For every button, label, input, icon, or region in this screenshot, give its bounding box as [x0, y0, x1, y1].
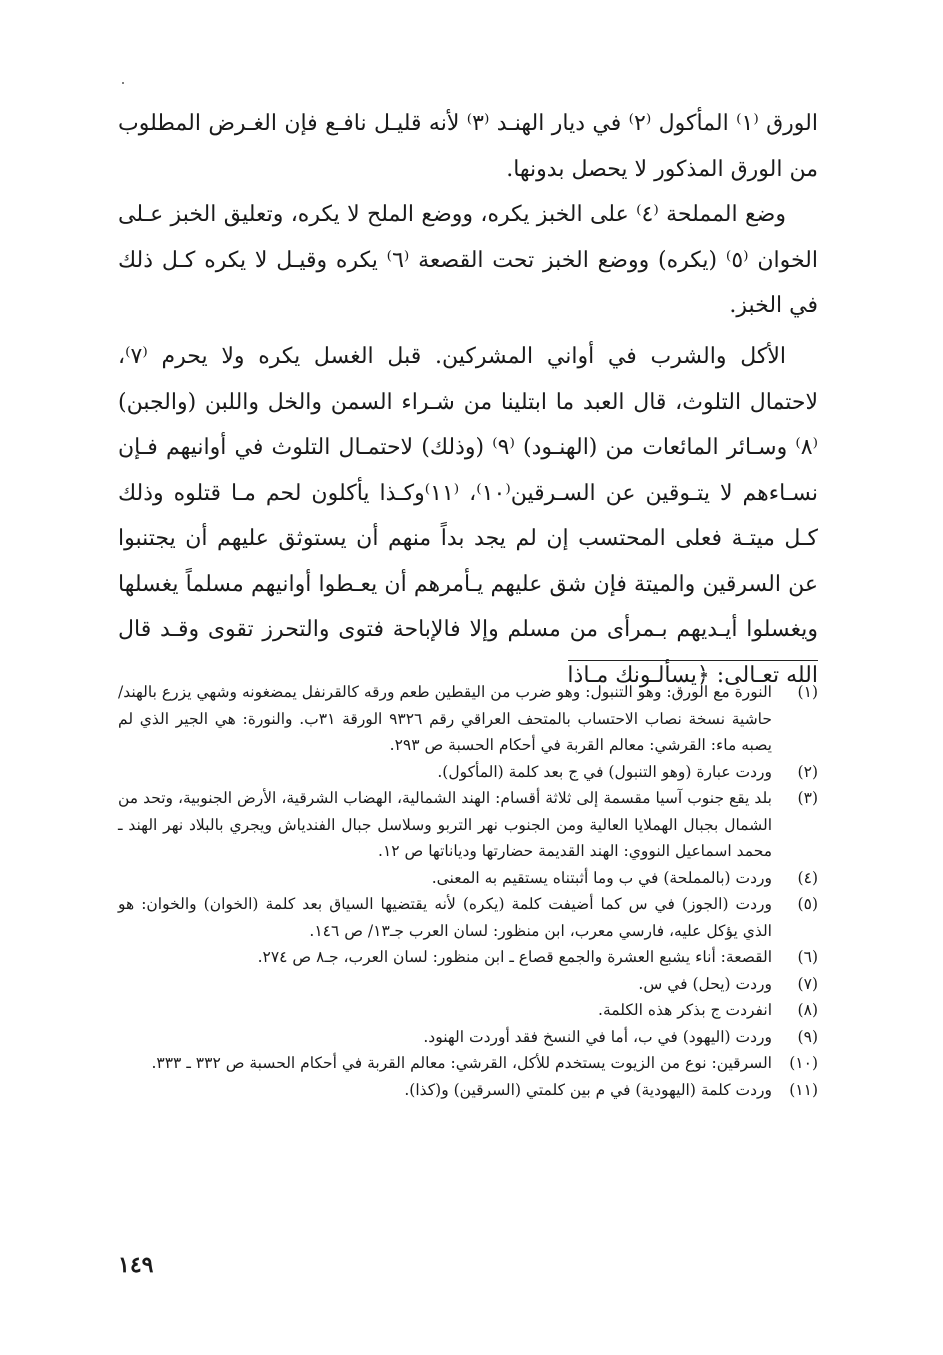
footnote-number: (١٠)	[789, 1054, 818, 1072]
footnote-number: (١١)	[789, 1080, 818, 1099]
footnote-text: السرقين: نوع من الزيوت يستخدم للأكل، القرشي: معالم القربة في أحكام الحسبة ص ٣٣٢ ـ ٣٣٣.	[151, 1054, 772, 1072]
footnote-item	[118, 997, 818, 1024]
footnote-number: (١)	[797, 683, 818, 701]
footnote-item	[118, 944, 818, 971]
footnote-number: (٢)	[797, 762, 818, 781]
footnote-number: (٦)	[797, 948, 818, 966]
footnote-text: وردت (الجوز) في س كما أضيفت كلمة (يكره) لأنه يقتضيها السياق بعد كلمة (الخوان) والخوان: هو الذي يؤكل عليه، فارسي معرب، ابن منظور: لسان العرب جـ١٣/ ص ١٤٦.	[118, 895, 772, 940]
scan-speck	[122, 82, 124, 84]
page-number: ١٤٩	[118, 1252, 154, 1278]
footnotes-list	[118, 679, 818, 1103]
footnote-text: انفردت ج بذكر هذه الكلمة.	[598, 1001, 772, 1019]
footnote-divider	[568, 660, 818, 661]
paragraph-text: الورق ⁽١⁾ المأكول ⁽٢⁾ في ديار الهنـد ⁽٣⁾ لأنه قليـل نافـع فإن الغـرض المطلوب من الورق المذكور لا يحصل بدونها.	[118, 111, 818, 182]
footnote-text: القصعة: أناء يشبع العشرة والجمع قصاع ـ ابن منظور: لسان العرب، جـ٨ ص ٢٧٤.	[257, 948, 772, 966]
footnote-text: النورة مع الورق: وهو التنبول: وهو ضرب من اليقطين طعم ورقه كالقرنفل يمضغونه وشهي يزرع بالهند/ حاشية نسخة نصاب الاحتساب بالمتحف العراقي رقم ٩٣٢٦ الورقة ٣١ب. والنورة: هي الجير الذي لم يصبه ماء: القرشي: معالم القربة في أحكام الحسبة ص ٢٩٣.	[118, 683, 772, 754]
footnote-number: (٨)	[797, 1001, 818, 1019]
main-text-paragraph-2	[118, 192, 818, 329]
footnote-item	[118, 1024, 818, 1051]
footnote-number: (٤)	[797, 868, 818, 887]
footnote-text: بلد يقع جنوب آسيا مقسمة إلى ثلاثة أقسام: الهند الشمالية، الهضاب الشرقية، الأرض الجنوبية، وتحد من الشمال بجبال الهملايا العالية ومن الجنوب نهر التربو وسلاسل جبال الفندياش ويجري بالبلاد نهر الهند ـ محمد اسماعيل النووي: الهند القديمة حضارتها ودياناتها ص ١٢.	[118, 789, 772, 860]
footnote-item	[118, 1050, 818, 1077]
footnote-item	[118, 759, 818, 786]
footnote-text: وردت كلمة (اليهودية) في م بين كلمتي (السرقين) و(كذا).	[404, 1080, 772, 1099]
footnote-number: (٧)	[797, 974, 818, 993]
main-text-paragraph-1	[118, 101, 818, 192]
footnote-text: وردت (بالمملحة) في ب وما أثبتناه يستقيم به المعنى.	[431, 868, 772, 887]
paragraph-text: وضع المملحة ⁽٤⁾ على الخبز يكره، ووضع الملح لا يكره، وتعليق الخبز عـلى الخوان ⁽٥⁾ (يكره) ووضع الخبز تحت القصعة ⁽٦⁾ يكره وقيـل لا يكره كـل ذلك في الخبز.	[118, 202, 818, 318]
footnote-text: وردت عبارة (وهو التنبول) في ج بعد كلمة (المأكول).	[437, 762, 772, 781]
footnote-number: (٥)	[797, 895, 818, 913]
footnote-item	[118, 971, 818, 998]
footnote-item	[118, 891, 818, 944]
main-text-paragraph-3	[118, 334, 818, 698]
paragraph-text: الأكل والشرب في أواني المشركين. قبل الغسل يكره ولا يحرم ⁽٧⁾، لاحتمال التلوث، قال العبد ما ابتلينا من شـراء السمن والخل واللبن (والجبن) ⁽٨⁾ وسـائر المائعات من (الهنـود) ⁽٩⁾ (وذلك) لاحتمـال التلوث في أوانيهم فـإن نسـاءهم لا يتـوقين عن السـرقين⁽١٠⁾، ⁽١١⁾وكـذا يأكلون لحم مـا قتلوه وذلك كـل ميتـة فعلى المحتسب إن لم يجد بداً منهم أن يستوثق عليهم أن يجتنبوا عن السرقين والميتة فإن شق عليهم يـأمرهم أن يعـطوا أوانيهم مسلماً يغسلها ويغسلوا أيـديهم بـمرأى من مسلم وإلا فالإباحة فتوى والتحرز تقوى وقـد قال الله تعـالى: ﴿يسألـونك مـاذا	[118, 344, 819, 688]
footnote-number: (٩)	[797, 1027, 818, 1046]
footnote-text: وردت (اليهود) في ب، أما في النسخ فقد أوردت الهنود.	[423, 1027, 772, 1046]
footnote-number: (٣)	[797, 789, 818, 807]
footnote-item	[118, 679, 818, 759]
footnote-item	[118, 865, 818, 892]
footnote-item	[118, 1077, 818, 1104]
footnote-text: وردت (يحل) في س.	[638, 974, 772, 993]
footnote-item	[118, 785, 818, 865]
